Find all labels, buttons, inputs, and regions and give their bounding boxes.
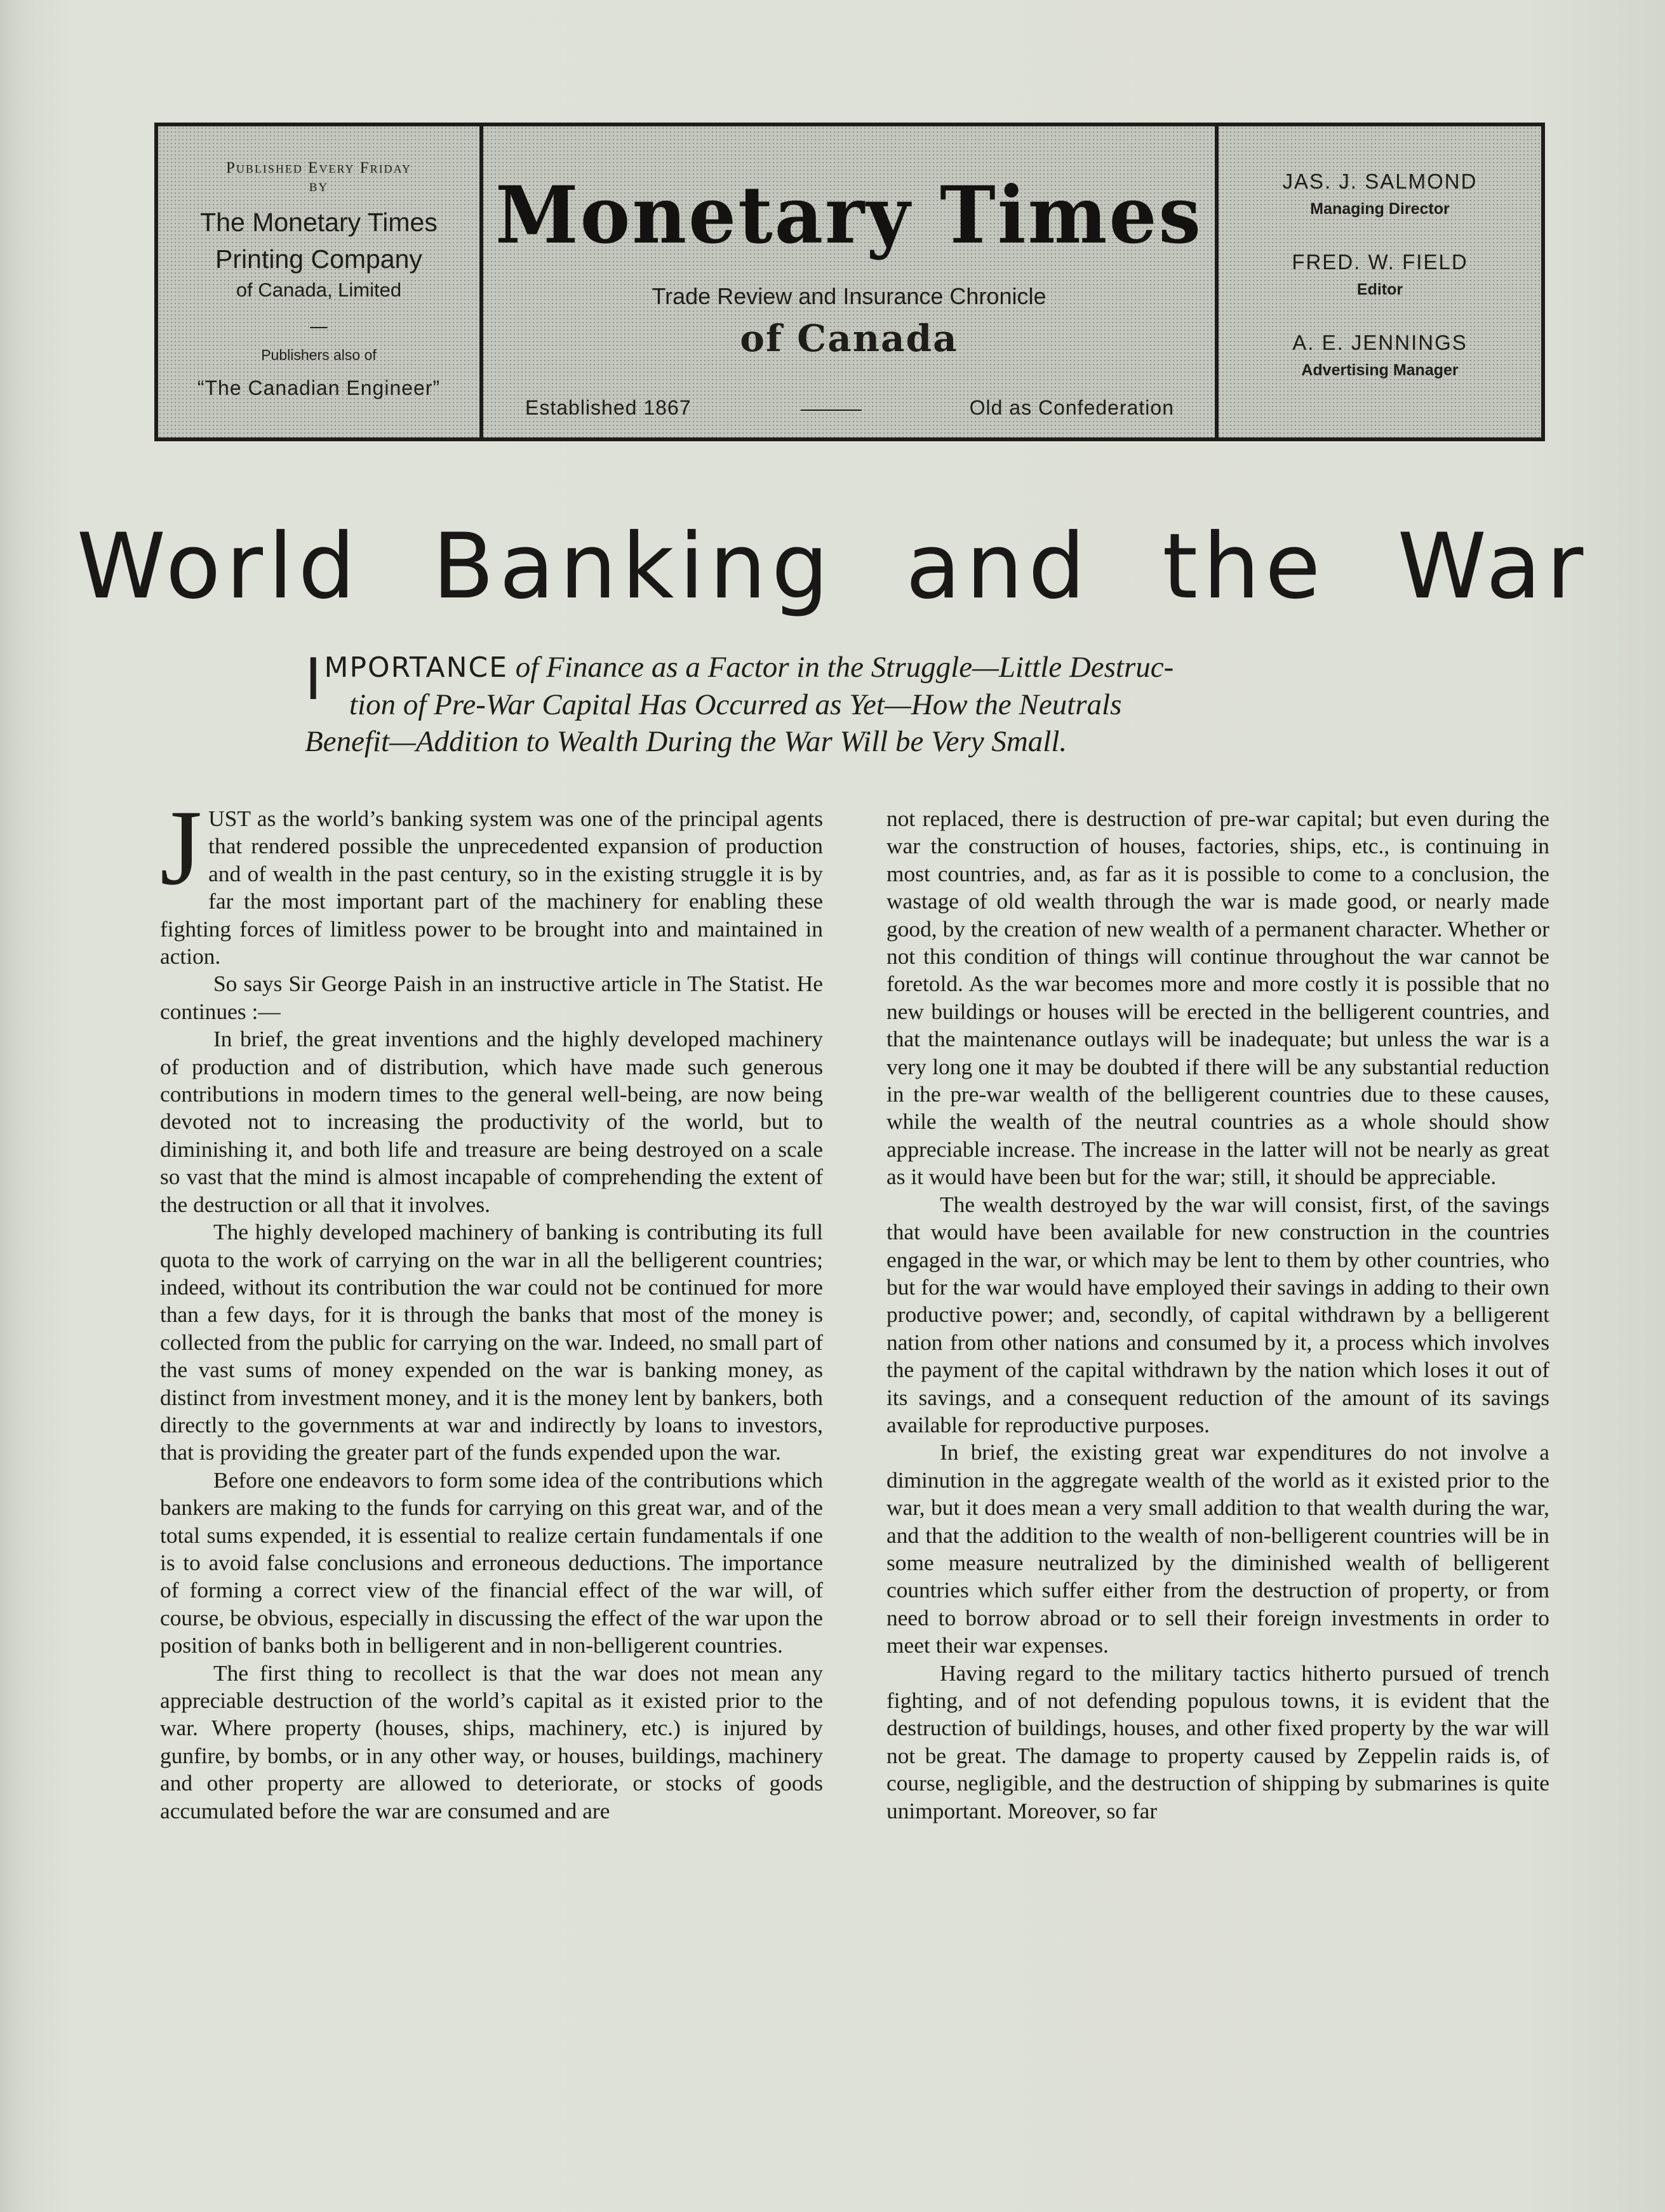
old-as-confederation: Old as Confederation xyxy=(969,396,1174,419)
publisher-name xyxy=(158,204,479,277)
canadian-engineer-title: “The Canadian Engineer” xyxy=(197,376,441,399)
article-headline: World Banking and the War xyxy=(76,514,1589,619)
paragraph: The wealth destroyed by the war will consist, first, of the savings that would have been available for new construction in the countries engaged in the war, or which may be lent to them by other countries, who but for the war would have employed their savings in adding to their own productive power; and, secondly, of capital withdrawn by a belligerent nation from other nations and consumed by it, a process which involves the payment of the capital withdrawn by the nation which loses it out of its savings, and a consequent reduction of the amount of its savings available for reproductive purposes. xyxy=(886,1191,1549,1437)
established-year: Established 1867 xyxy=(525,396,692,419)
staff-name-field: FRED. W. FIELD xyxy=(1292,250,1468,274)
paragraph xyxy=(160,805,823,970)
staff-name-salmond: JAS. J. SALMOND xyxy=(1282,170,1478,193)
deck-initial: I xyxy=(305,646,322,713)
article-deck xyxy=(305,646,1397,760)
by-label: BY xyxy=(309,181,329,194)
deck-line-1 xyxy=(305,649,1397,686)
deck-line-3: Benefit—Addition to Wealth During the War Will be Very Small. xyxy=(305,725,1067,758)
staff-role-advertising-manager: Advertising Manager xyxy=(1301,361,1459,379)
publisher-line-1: The Monetary Times xyxy=(200,208,438,237)
right-column xyxy=(886,805,1549,2088)
paragraph: The highly developed machinery of banking is contributing its full quota to the work of carrying on the war in all the belligerent countries; indeed, without its contribution the war could not be continued for more than a few days, for it is through the banks that most of the money is collected from the public for carrying on the war. Indeed, no small part of the vast sums of money expended on the war is banking money, as distinct from investment money, and it is the money lent by bankers, both directly to the governments at war and indirectly by loans to investors, that is providing the greater part of the funds expended upon the war. xyxy=(160,1219,823,1465)
publishers-also-label: Publishers also of xyxy=(261,347,377,363)
staff-name-jennings: A. E. JENNINGS xyxy=(1292,331,1468,354)
published-every-friday: Published Every Friday xyxy=(226,159,411,177)
drop-cap: J xyxy=(160,805,203,907)
deck-line-2: tion of Pre-War Capital Has Occurred as Yet—How the Neutrals xyxy=(349,688,1122,721)
masthead-publisher-panel xyxy=(158,126,483,437)
paragraph: Having regard to the military tactics hitherto pursued of trench fighting, and of not defending populous towns, it is evident that the destruction of buildings, houses, and other fixed property by the war will not be great. The damage to property caused by Zeppelin raids is, of course, negligible, and the destruction of shipping by submarines is quite unimportant. Moreover, so far xyxy=(886,1660,1549,1823)
newspaper-country: of Canada xyxy=(740,317,958,360)
left-column xyxy=(160,805,823,2088)
deck-line-1-text: of Finance as a Factor in the Struggle—Little Destruc- xyxy=(508,651,1174,684)
paragraph: So says Sir George Paish in an instructive article in The Statist. He continues :— xyxy=(160,971,823,1024)
masthead-staff-panel xyxy=(1219,126,1541,437)
masthead xyxy=(154,123,1545,441)
paragraph: In brief, the great inventions and the highly developed machinery of production and of distribution, which have made such generous contributions in modern times to the general well-being, are now being devoted not to increasing the productivity of the world, but to diminishing it, and both life and treasure are being destroyed on a scale so vast that the mind is almost incapable of comprehending the extent of the destruction or all that it involves. xyxy=(160,1026,823,1217)
newspaper-subtitle: Trade Review and Insurance Chronicle xyxy=(652,283,1046,309)
staff-role-managing-director: Managing Director xyxy=(1310,200,1450,218)
masthead-rule xyxy=(801,410,862,411)
staff-role-editor: Editor xyxy=(1356,281,1403,298)
paragraph-text: UST as the world’s banking system was one of the principal agents that rendered possible the unprecedented expansion of production and of wealth in the past century, so in the existing struggle it is by far the most important part of the machinery for enabling these fighting forces of limitless power to be brought into and maintained in action. xyxy=(160,806,823,969)
deck-lead-word: MPORTANCE xyxy=(324,651,509,684)
paragraph: In brief, the existing great war expenditures do not involve a diminution in the aggregate wealth of the world as it existed prior to the war, but it does mean a very small addition to that wealth during the war, and that the addition to the wealth of non-belligerent countries will be in some measure neutralized by the diminished wealth of belligerent countries which suffer either from the destruction of property, or from need to borrow abroad or to sell their foreign investments in order to meet their war expenses. xyxy=(886,1439,1549,1658)
paragraph: The first thing to recollect is that the war does not mean any appreciable destruction of the world’s capital as it existed prior to the war. Where property (houses, ships, machinery, etc.) is injured by gunfire, by bombs, or in any other way, or houses, buildings, machinery and other property are allowed to deteriorate, or stocks of goods accumulated before the war are consumed and are xyxy=(160,1660,823,1823)
publisher-line-2: Printing Company xyxy=(215,244,422,274)
masthead-title-panel xyxy=(483,126,1219,437)
paragraph: Before one endeavors to form some idea of the contributions which bankers are making to the funds for carrying on this great war, and of the total sums expended, it is essential to realize certain fundamentals if one is to avoid false conclusions and erroneous deductions. The importance of forming a correct view of the financial effect of the war will, of course, be obvious, especially in discussing the effect of the war upon the position of banks both in belligerent and in non-belligerent countries. xyxy=(160,1467,823,1658)
masthead-dash: — xyxy=(309,316,328,338)
paragraph: not replaced, there is destruction of pre-war capital; but even during the war the construction of houses, factories, ships, etc., is continuing in most countries, and, as far as it is possible to come to a conclusion, the wastage of old wealth through the war is made good, or nearly made good, by the creation of new wealth of a permanent character. Whether or not this condition of things will continue throughout the war cannot be foretold. As the war becomes more and more costly it is possible that no new buildings or houses will be erected in the belligerent countries, and that the maintenance outlays will be inadequate; but unless the war is a very long one it may be doubted if there will be any substantial reduction in the pre-war wealth of the belligerent countries due to these causes, while the wealth of the neutral countries as a whole should show appreciable increase. The increase in the latter will not be nearly as great as it would have been but for the war; still, it should be appreciable. xyxy=(886,806,1549,1190)
publisher-line-3: of Canada, Limited xyxy=(236,279,402,301)
newspaper-title: Monetary Times xyxy=(495,168,1203,262)
